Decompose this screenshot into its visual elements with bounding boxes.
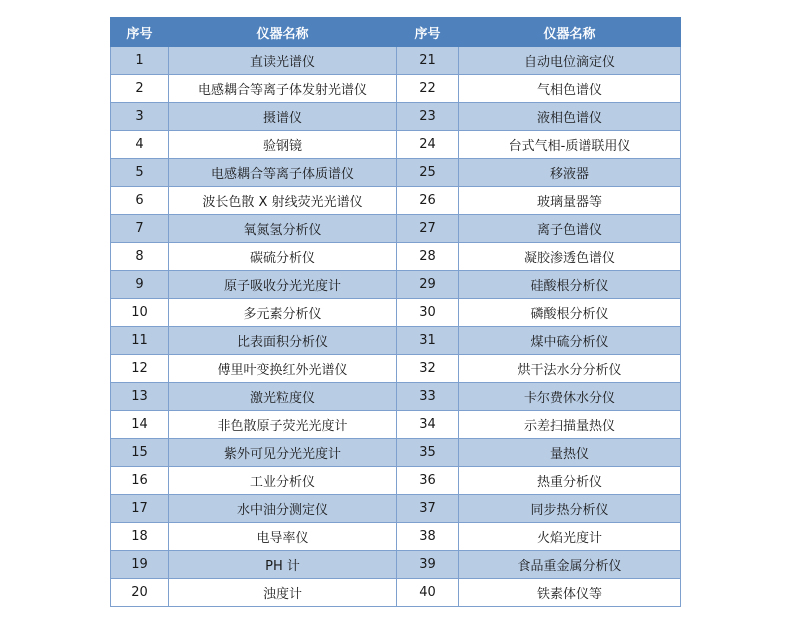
instrument-name-cell-right: 煤中硫分析仪 (459, 327, 681, 355)
serial-cell-right: 23 (397, 103, 459, 131)
serial-cell-right: 34 (397, 411, 459, 439)
table-row (111, 327, 681, 355)
serial-cell-right: 36 (397, 467, 459, 495)
instrument-name-cell-right: 火焰光度计 (459, 523, 681, 551)
serial-cell-left: 16 (111, 467, 169, 495)
instrument-name-cell-left: 非色散原子荧光光度计 (169, 411, 397, 439)
instrument-name-cell-right: 卡尔费休水分仪 (459, 383, 681, 411)
serial-cell-left: 17 (111, 495, 169, 523)
instrument-name-cell-left: 电感耦合等离子体发射光谱仪 (169, 75, 397, 103)
instrument-name-cell-left: 紫外可见分光光度计 (169, 439, 397, 467)
serial-cell-left: 1 (111, 47, 169, 75)
instrument-name-cell-left: 浊度计 (169, 579, 397, 607)
serial-cell-left: 7 (111, 215, 169, 243)
table-header-row (111, 18, 681, 47)
table-row (111, 243, 681, 271)
instrument-name-cell-right: 凝胶渗透色谱仪 (459, 243, 681, 271)
serial-cell-left: 20 (111, 579, 169, 607)
serial-cell-right: 31 (397, 327, 459, 355)
instrument-name-cell-right: 同步热分析仪 (459, 495, 681, 523)
serial-cell-right: 29 (397, 271, 459, 299)
serial-cell-right: 37 (397, 495, 459, 523)
instrument-name-cell-right: 硅酸根分析仪 (459, 271, 681, 299)
table-row (111, 467, 681, 495)
instrument-name-cell-right: 磷酸根分析仪 (459, 299, 681, 327)
serial-cell-left: 8 (111, 243, 169, 271)
serial-cell-right: 40 (397, 579, 459, 607)
serial-cell-right: 25 (397, 159, 459, 187)
serial-cell-left: 2 (111, 75, 169, 103)
instrument-name-cell-right: 量热仪 (459, 439, 681, 467)
serial-cell-right: 27 (397, 215, 459, 243)
table-row (111, 159, 681, 187)
serial-cell-right: 35 (397, 439, 459, 467)
table-row (111, 579, 681, 607)
table-row (111, 103, 681, 131)
header-serial-right: 序号 (397, 18, 459, 47)
instrument-name-cell-left: 波长色散 X 射线荧光光谱仪 (169, 187, 397, 215)
instrument-name-cell-right: 自动电位滴定仪 (459, 47, 681, 75)
serial-cell-left: 14 (111, 411, 169, 439)
instrument-name-cell-right: 玻璃量器等 (459, 187, 681, 215)
table-row (111, 299, 681, 327)
instrument-name-cell-left: 摄谱仪 (169, 103, 397, 131)
table-row (111, 411, 681, 439)
serial-cell-left: 13 (111, 383, 169, 411)
serial-cell-right: 39 (397, 551, 459, 579)
serial-cell-left: 18 (111, 523, 169, 551)
instrument-name-cell-left: PH 计 (169, 551, 397, 579)
table-row (111, 439, 681, 467)
serial-cell-right: 21 (397, 47, 459, 75)
instrument-name-cell-right: 气相色谱仪 (459, 75, 681, 103)
serial-cell-left: 4 (111, 131, 169, 159)
instrument-name-cell-right: 台式气相-质谱联用仪 (459, 131, 681, 159)
table-row (111, 187, 681, 215)
instrument-name-cell-right: 食品重金属分析仪 (459, 551, 681, 579)
instrument-name-cell-left: 氧氮氢分析仪 (169, 215, 397, 243)
serial-cell-right: 30 (397, 299, 459, 327)
instrument-name-cell-left: 多元素分析仪 (169, 299, 397, 327)
serial-cell-left: 12 (111, 355, 169, 383)
instrument-name-cell-left: 工业分析仪 (169, 467, 397, 495)
table-row (111, 75, 681, 103)
table-row (111, 215, 681, 243)
instrument-name-cell-left: 水中油分测定仪 (169, 495, 397, 523)
serial-cell-right: 33 (397, 383, 459, 411)
serial-cell-left: 5 (111, 159, 169, 187)
instrument-name-cell-right: 热重分析仪 (459, 467, 681, 495)
table-row (111, 355, 681, 383)
instrument-name-cell-right: 离子色谱仪 (459, 215, 681, 243)
instrument-name-cell-left: 激光粒度仪 (169, 383, 397, 411)
table-row (111, 47, 681, 75)
instrument-table (110, 17, 681, 607)
serial-cell-right: 24 (397, 131, 459, 159)
table-row (111, 523, 681, 551)
instrument-name-cell-right: 液相色谱仪 (459, 103, 681, 131)
table-row (111, 271, 681, 299)
serial-cell-right: 26 (397, 187, 459, 215)
serial-cell-right: 28 (397, 243, 459, 271)
header-name-left: 仪器名称 (169, 18, 397, 47)
instrument-table-container (110, 17, 680, 607)
instrument-name-cell-right: 移液器 (459, 159, 681, 187)
header-name-right: 仪器名称 (459, 18, 681, 47)
serial-cell-left: 3 (111, 103, 169, 131)
serial-cell-left: 9 (111, 271, 169, 299)
table-row (111, 551, 681, 579)
table-body (111, 47, 681, 607)
instrument-name-cell-left: 原子吸收分光光度计 (169, 271, 397, 299)
table-row (111, 131, 681, 159)
header-serial-left: 序号 (111, 18, 169, 47)
instrument-name-cell-left: 碳硫分析仪 (169, 243, 397, 271)
instrument-name-cell-right: 烘干法水分分析仪 (459, 355, 681, 383)
serial-cell-left: 11 (111, 327, 169, 355)
instrument-name-cell-left: 直读光谱仪 (169, 47, 397, 75)
instrument-name-cell-left: 傅里叶变换红外光谱仪 (169, 355, 397, 383)
serial-cell-left: 10 (111, 299, 169, 327)
serial-cell-left: 19 (111, 551, 169, 579)
serial-cell-left: 6 (111, 187, 169, 215)
table-row (111, 495, 681, 523)
instrument-name-cell-left: 电感耦合等离子体质谱仪 (169, 159, 397, 187)
instrument-name-cell-left: 验钢镜 (169, 131, 397, 159)
serial-cell-right: 38 (397, 523, 459, 551)
instrument-name-cell-left: 比表面积分析仪 (169, 327, 397, 355)
table-row (111, 383, 681, 411)
instrument-name-cell-right: 铁素体仪等 (459, 579, 681, 607)
instrument-name-cell-left: 电导率仪 (169, 523, 397, 551)
serial-cell-right: 22 (397, 75, 459, 103)
instrument-name-cell-right: 示差扫描量热仪 (459, 411, 681, 439)
serial-cell-right: 32 (397, 355, 459, 383)
serial-cell-left: 15 (111, 439, 169, 467)
